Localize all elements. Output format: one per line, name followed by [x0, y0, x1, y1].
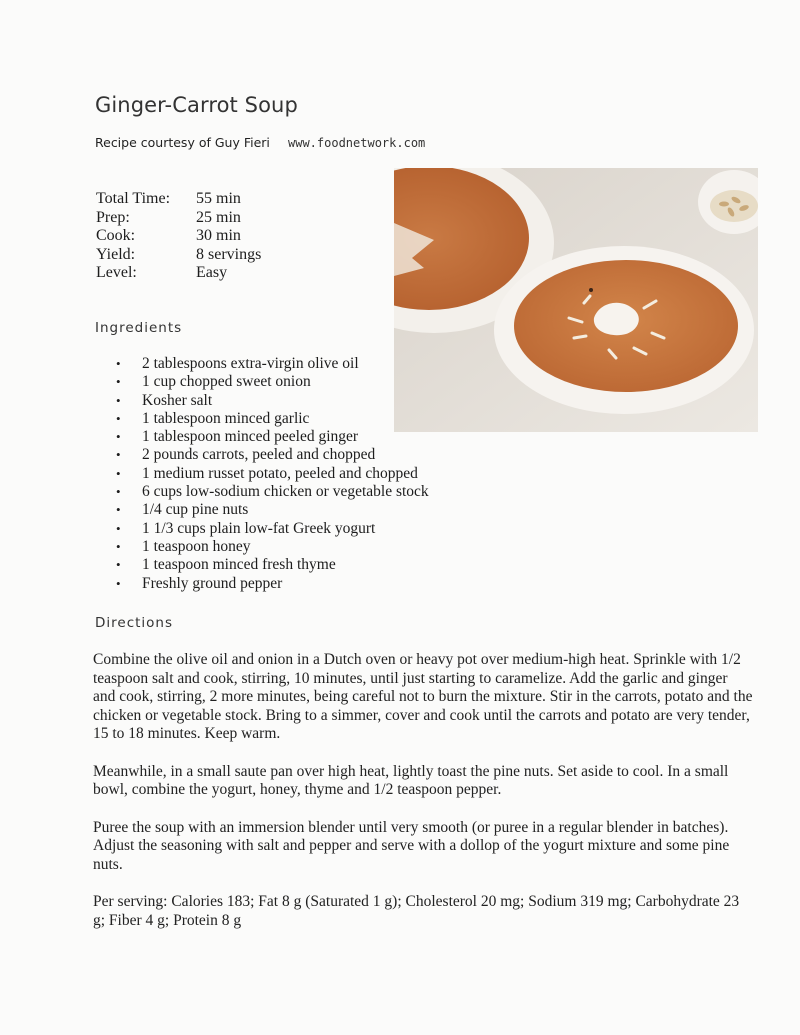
time-label: Total Time: [96, 190, 171, 207]
recipe-title: Ginger-Carrot Soup [95, 93, 298, 117]
nutrition-info: Per serving: Calories 183; Fat 8 g (Saturated 1 g); Cholesterol 20 mg; Sodium 319 mg; Carbohydrate 23 g; Fiber 4 g; Protein 8 g [93, 893, 740, 929]
list-item: • Freshly ground pepper [116, 575, 429, 593]
time-value: 55 min [196, 190, 241, 207]
direction-paragraph: Meanwhile, in a small saute pan over high heat, lightly toast the pine nuts. Set aside to cool. In a small bowl, combine the yogurt, honey, thyme and 1/2 teaspoon pepper. [93, 762, 729, 798]
recipe-courtesy: Recipe courtesy of Guy Fieri [95, 135, 270, 150]
time-label: Cook: [96, 227, 136, 244]
time-label: Yield: [96, 245, 136, 263]
direction-paragraph: Puree the soup with an immersion blender until very smooth (or puree in a regular blender in batches). Adjust the seasoning with salt and pepper and serve with a dollop of the yogurt mixture and some pine nuts. [93, 818, 730, 873]
directions-body [93, 651, 753, 949]
list-item: • 1 1/3 cups plain low-fat Greek yogurt [116, 520, 429, 538]
ingredients-heading: Ingredients [95, 320, 183, 336]
directions-heading: Directions [95, 615, 174, 631]
list-item: • 2 tablespoons extra-virgin olive oil [116, 355, 429, 373]
list-item: • 2 pounds carrots, peeled and chopped [116, 446, 429, 464]
list-item: • 1 cup chopped sweet onion [116, 373, 429, 391]
time-value: 30 min [196, 227, 241, 244]
list-item: • 1 teaspoon minced fresh thyme [116, 556, 429, 574]
time-row-level [96, 264, 261, 283]
time-label: Prep: [96, 208, 130, 226]
time-table [96, 190, 261, 283]
ingredients-list [116, 355, 429, 593]
time-value: 8 servings [196, 245, 262, 263]
list-item: • 1/4 cup pine nuts [116, 501, 429, 519]
time-label: Level: [96, 264, 137, 281]
source-site: www.foodnetwork.com [288, 136, 426, 150]
time-row-prep [96, 209, 261, 228]
soup-photo [394, 168, 758, 432]
list-item: • 1 tablespoon minced garlic [116, 410, 429, 428]
time-row-yield [96, 246, 261, 265]
direction-paragraph: Combine the olive oil and onion in a Dutch oven or heavy pot over medium-high heat. Sprinkle with 1/2 teaspoon salt and cook, stirring, 10 minutes, until just starting to caramelize. Add the garlic and ginger and cook, stirring, 2 more minutes, being careful not to burn the mixture. Stir in the carrots, potato and the chicken or vegetable stock. Bring to a simmer, cover and cook until the carrots and potato are very tender, 15 to 18 minutes. Keep warm. [93, 651, 753, 742]
time-row-cook [96, 227, 261, 246]
time-row-total [96, 190, 261, 209]
list-item: • 6 cups low-sodium chicken or vegetable stock [116, 483, 429, 501]
time-value: Easy [196, 264, 228, 281]
list-item: • 1 tablespoon minced peeled ginger [116, 428, 429, 446]
list-item: • Kosher salt [116, 392, 429, 410]
list-item: • 1 teaspoon honey [116, 538, 429, 556]
time-value: 25 min [196, 208, 241, 226]
list-item: • 1 medium russet potato, peeled and chopped [116, 465, 429, 483]
